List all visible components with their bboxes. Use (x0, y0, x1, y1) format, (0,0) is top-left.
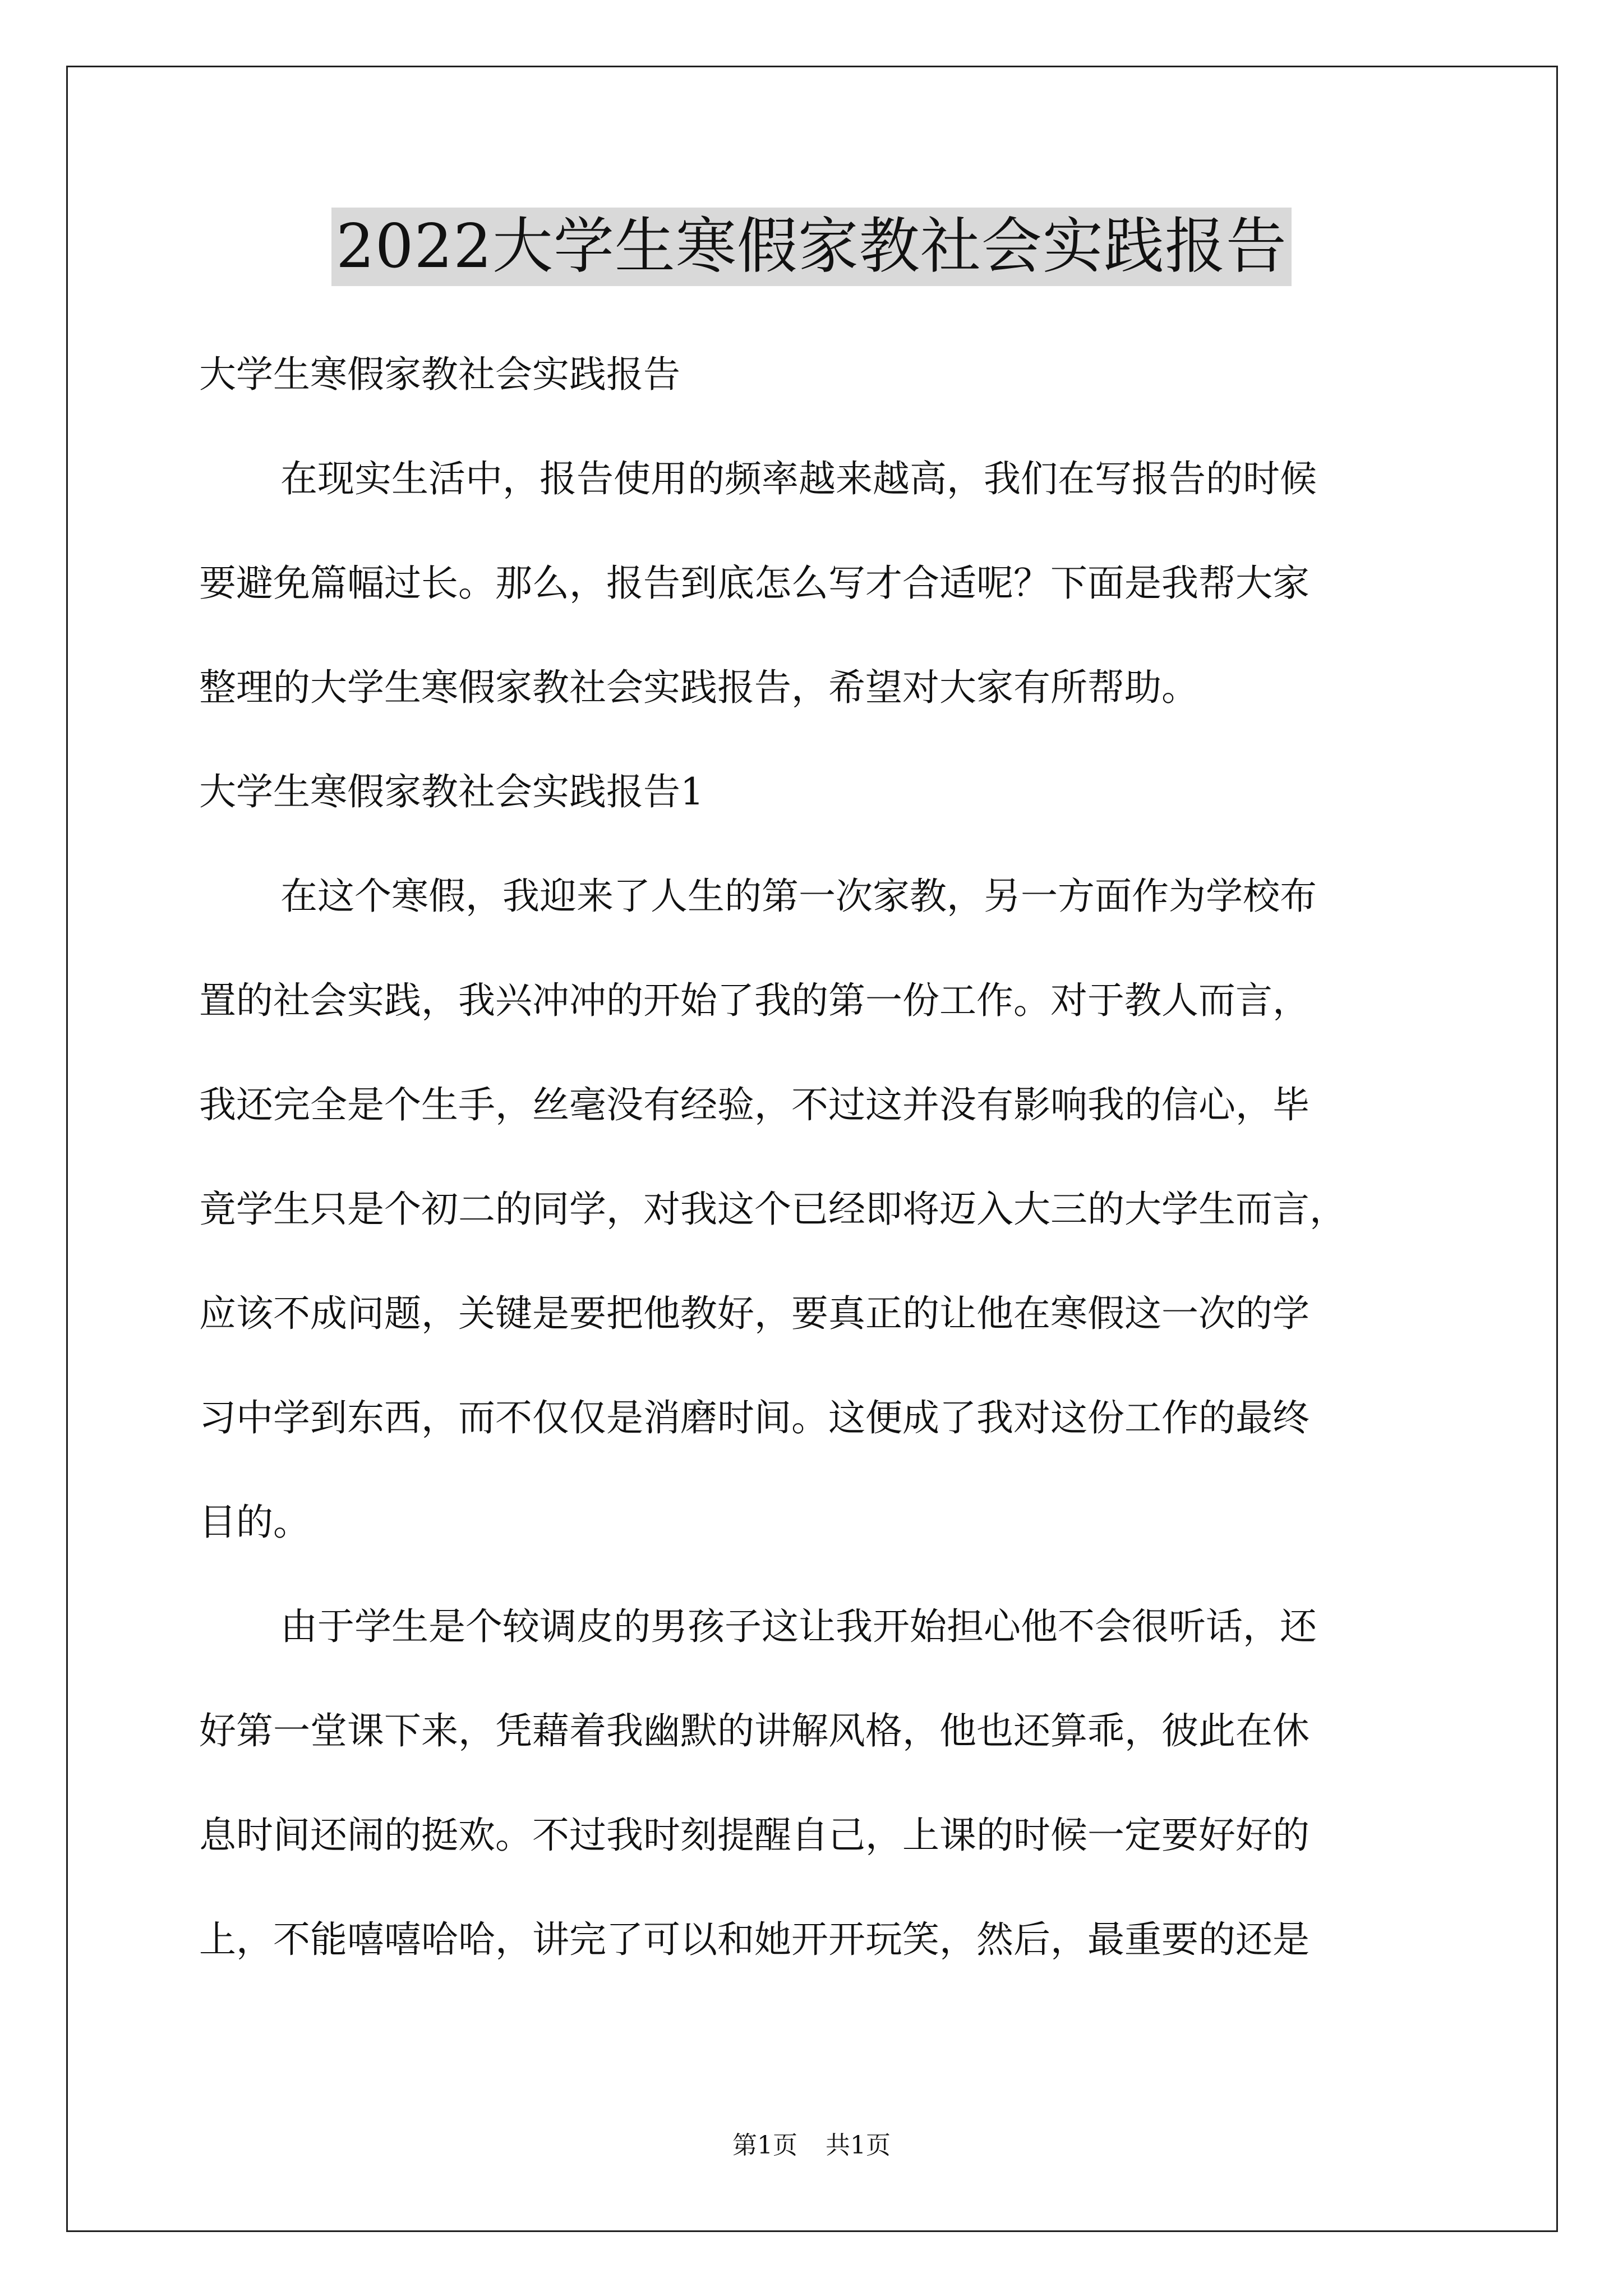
text-line: 我还完全是个生手，丝毫没有经验，不过这并没有影响我的信心，毕 (199, 1083, 1310, 1126)
text-line: 竟学生只是个初二的同学，对我这个已经即将迈入大三的大学生而言， (199, 1188, 1347, 1231)
text-line: 置的社会实践，我兴冲冲的开始了我的第一份工作。对于教人而言， (199, 979, 1310, 1022)
page-number: 第1页 (732, 2131, 797, 2160)
document-body (199, 348, 1436, 2017)
text-line: 好第一堂课下来，凭藉着我幽默的讲解风格，他也还算乖，彼此在休 (199, 1709, 1310, 1752)
text-line: 在这个寒假，我迎来了人生的第一次家教，另一方面作为学校布 (280, 875, 1317, 918)
page-footer (0, 2129, 1623, 2162)
text-line: 目的。 (199, 1501, 310, 1544)
section-heading: 大学生寒假家教社会实践报告1 (199, 770, 704, 813)
intro-paragraph (199, 452, 1436, 715)
text-line: 应该不成问题，关键是要把他教好，要真正的让他在寒假这一次的学 (199, 1292, 1310, 1335)
text-line: 要避免篇幅过长。那么，报告到底怎么写才合适呢？下面是我帮大家 (199, 562, 1310, 605)
text-line: 上，不能嘻嘻哈哈，讲完了可以和她开开玩笑，然后，最重要的还是 (199, 1918, 1310, 1961)
document-subtitle: 大学生寒假家教社会实践报告 (199, 353, 680, 396)
text-line: 整理的大学生寒假家教社会实践报告，希望对大家有所帮助。 (199, 666, 1198, 709)
document-title: 2022大学生寒假家教社会实践报告 (331, 208, 1292, 286)
title-container (0, 208, 1623, 286)
paragraph-2 (199, 1600, 1436, 1967)
text-line: 由于学生是个较调皮的男孩子这让我开始担心他不会很听话，还 (280, 1605, 1317, 1648)
text-line: 习中学到东西，而不仅仅是消磨时间。这便成了我对这份工作的最终 (199, 1396, 1310, 1439)
text-line: 在现实生活中，报告使用的频率越来越高，我们在写报告的时候 (280, 457, 1317, 500)
text-line: 息时间还闹的挺欢。不过我时刻提醒自己，上课的时候一定要好好的 (199, 1814, 1310, 1857)
paragraph-1 (199, 869, 1436, 1549)
page-total: 共1页 (826, 2131, 891, 2160)
